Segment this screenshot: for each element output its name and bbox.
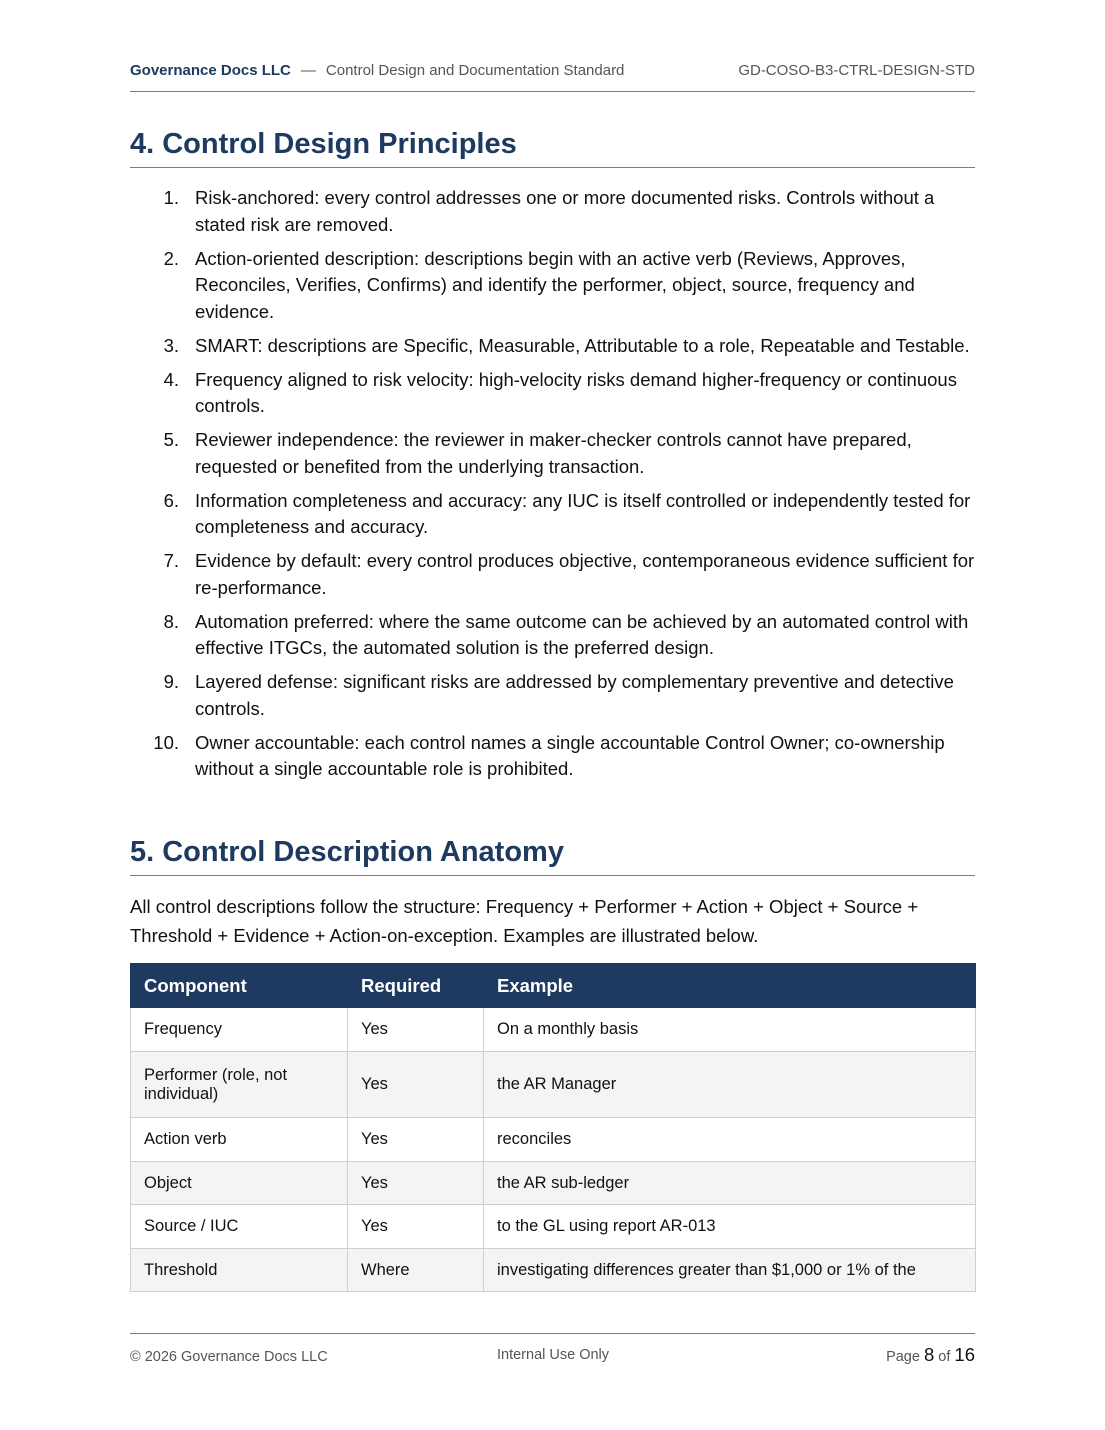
list-item-text: SMART: descriptions are Specific, Measurable, Attributable to a role, Repeatable and Testable.	[195, 334, 970, 356]
table-cell: Performer (role, not individual)	[131, 1052, 348, 1118]
list-item-text: Automation preferred: where the same outcome can be achieved by an automated control with effective ITGCs, the automated solution is the preferred design.	[195, 610, 969, 658]
design-principles-list	[130, 185, 975, 790]
header-separator: —	[300, 62, 316, 79]
list-item-number: 9.	[163, 671, 179, 692]
table-cell: Yes	[348, 1205, 484, 1249]
table-row	[131, 1249, 976, 1292]
list-item-text: Evidence by default: every control produces objective, contemporaneous evidence sufficient for re-performance.	[195, 550, 975, 598]
column-header-component: Component	[131, 964, 348, 1008]
table-cell: Object	[131, 1162, 348, 1205]
list-item	[130, 669, 975, 722]
table-row	[131, 1008, 976, 1052]
list-item	[130, 730, 975, 783]
table-cell: Yes	[348, 1162, 484, 1205]
table-cell: to the GL using report AR-013	[484, 1205, 976, 1249]
list-item-number: 7.	[163, 550, 179, 571]
section-5-intro: All control descriptions follow the structure: Frequency + Performer + Action + Object + Source + Threshold + Evidence + Action-on-exception. Examples are illustrated below.	[130, 896, 919, 946]
page-number	[886, 1344, 975, 1366]
page-of: of	[938, 1349, 951, 1365]
list-item-number: 10.	[153, 731, 179, 753]
list-item-text: Owner accountable: each control names a single accountable Control Owner; co-ownership without a single accountable role is prohibited.	[195, 731, 945, 779]
table-cell: Yes	[348, 1052, 484, 1118]
column-header-example: Example	[484, 964, 976, 1008]
list-item-number: 3.	[163, 334, 179, 356]
footer-copyright: © 2026 Governance Docs LLC	[130, 1349, 328, 1365]
table-header-row	[131, 964, 976, 1008]
page-total: 16	[954, 1344, 975, 1365]
page-label: Page	[886, 1349, 920, 1365]
list-item	[130, 427, 975, 480]
list-item-number: 8.	[163, 610, 179, 632]
table-cell: the AR Manager	[484, 1052, 976, 1118]
list-item-number: 1.	[163, 187, 179, 208]
list-item	[130, 185, 975, 238]
list-item	[130, 367, 975, 420]
list-item-text: Layered defense: significant risks are addressed by complementary preventive and detective controls.	[195, 671, 954, 719]
document-title: Control Design and Documentation Standard	[325, 62, 625, 79]
footer-classification: Internal Use Only	[497, 1347, 610, 1363]
list-item-text: Risk-anchored: every control addresses one or more documented risks. Controls without a stated risk are removed.	[195, 187, 935, 235]
page-header	[130, 62, 975, 92]
document-page	[130, 0, 975, 1430]
list-item-text: Information completeness and accuracy: any IUC is itself controlled or independently tested for completeness and accuracy.	[195, 489, 971, 537]
list-item-text: Action-oriented description: descriptions begin with an active verb (Reviews, Approves, Reconciles, Verifies, Confirms) and identify the performer, object, source, frequency and evidence.	[195, 247, 915, 322]
table-cell: On a monthly basis	[484, 1008, 976, 1052]
section-4-heading: 4. Control Design Principles	[130, 128, 975, 168]
table-row	[131, 1052, 976, 1118]
table-cell: Where	[348, 1249, 484, 1292]
list-item-number: 2.	[163, 247, 179, 269]
list-item-number: 5.	[163, 429, 179, 450]
page-current: 8	[923, 1344, 935, 1365]
list-item	[130, 333, 975, 360]
company-name: Governance Docs LLC	[130, 62, 291, 79]
document-id: GD-COSO-B3-CTRL-DESIGN-STD	[738, 62, 975, 79]
list-item-number: 4.	[163, 368, 179, 390]
list-item-text: Reviewer independence: the reviewer in maker-checker controls cannot have prepared, requested or benefited from the underlying transaction.	[195, 429, 912, 477]
column-header-required: Required	[348, 964, 484, 1008]
table-row	[131, 1205, 976, 1249]
table-cell: Yes	[348, 1118, 484, 1162]
table-cell: Yes	[348, 1008, 484, 1052]
list-item	[130, 246, 975, 326]
page-footer	[130, 1333, 975, 1366]
table-cell: Threshold	[131, 1249, 348, 1292]
table-cell: the AR sub-ledger	[484, 1162, 976, 1205]
list-item-number: 6.	[163, 489, 179, 511]
table-cell: Source / IUC	[131, 1205, 348, 1249]
table-cell: Action verb	[131, 1118, 348, 1162]
table-cell: Frequency	[131, 1008, 348, 1052]
list-item-text: Frequency aligned to risk velocity: high-velocity risks demand higher-frequency or continuous controls.	[195, 368, 957, 416]
list-item	[130, 609, 975, 662]
section-5-heading: 5. Control Description Anatomy	[130, 836, 975, 876]
table-row	[131, 1118, 976, 1162]
list-item	[130, 488, 975, 541]
table-cell: investigating differences greater than $1,000 or 1% of the	[484, 1249, 976, 1292]
list-item	[130, 548, 975, 601]
table-cell: reconciles	[484, 1118, 976, 1162]
anatomy-table	[130, 963, 976, 1292]
table-row	[131, 1162, 976, 1205]
